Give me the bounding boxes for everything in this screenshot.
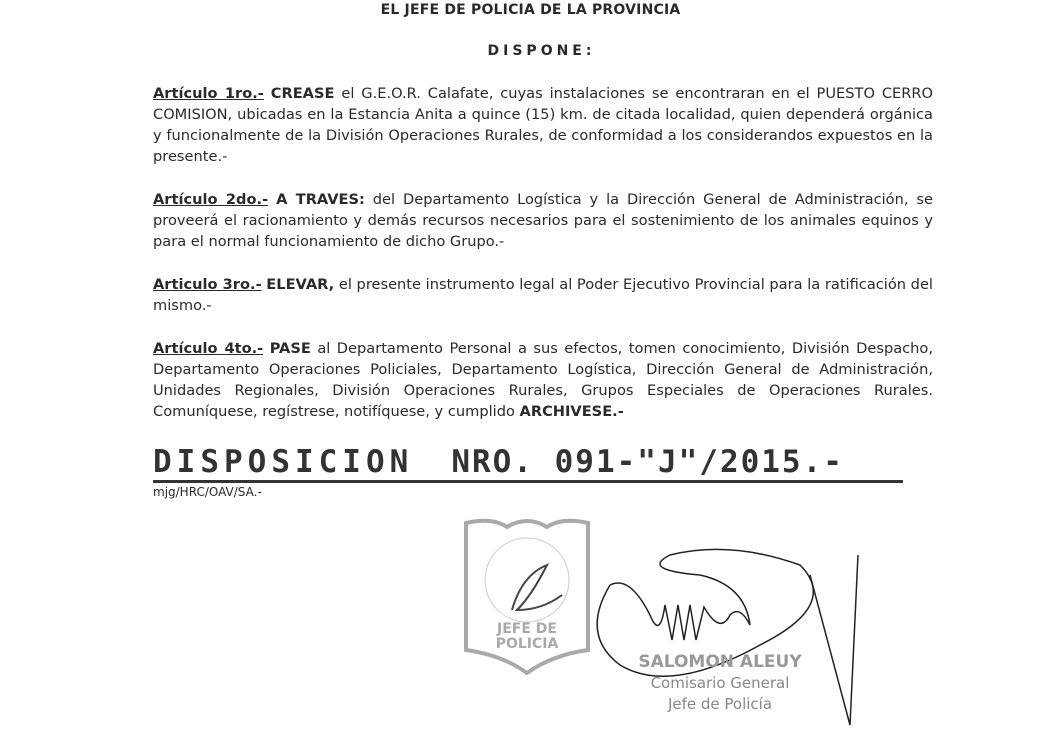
signer-block: [620, 652, 820, 715]
article-2: [153, 189, 933, 252]
article-label: Artículo 1ro.-: [153, 85, 264, 102]
article-text: al Departamento Personal a sus efectos, tomen conocimiento, División Despacho, Departamento Operaciones Policiales, Departamento Logística, Dirección General de Administración, Unidades Regionales, División Operaciones Rurales, Grupos Especiales de Operaciones Rurales. Comuníquese, regístrese, notifíquese, y cumplido: [153, 340, 933, 420]
article-keyword: A TRAVES:: [276, 191, 365, 208]
article-1: [153, 83, 933, 167]
svg-text:POLICIA: POLICIA: [495, 636, 559, 652]
disposition-nro: NRO. 091-"J"/2015.-: [451, 444, 844, 480]
reference-initials: mjg/HRC/OAV/SA.-: [153, 485, 262, 499]
article-label: Artículo 2do.-: [153, 191, 269, 208]
document-heading: EL JEFE DE POLICIA DE LA PROVINCIA: [380, 2, 681, 18]
article-label: Articulo 3ro.-: [153, 276, 262, 293]
article-keyword: CREASE: [270, 85, 335, 102]
signer-name: SALOMON ALEUY: [638, 652, 802, 672]
disposition-word: DISPOSICION: [153, 444, 414, 480]
disposition-number: [153, 444, 903, 483]
official-stamp: [462, 515, 592, 675]
signer-rank: Comisario General: [650, 674, 790, 692]
svg-text:JEFE DE: JEFE DE: [497, 621, 557, 637]
article-text: el presente instrumento legal al Poder Ejecutivo Provincial para la ratificación del mismo.-: [153, 276, 933, 314]
article-closing: ARCHIVESE.-: [519, 403, 624, 420]
article-3: [153, 274, 933, 316]
article-keyword: ELEVAR,: [266, 276, 335, 293]
article-text: el G.E.O.R. Calafate, cuyas instalaciones se encontraran en el PUESTO CERRO COMISION, ubicadas en la Estancia Anita a quince (15) km. de citada localidad, quien dependerá orgánica y funcionalmente de la División Operaciones Rurales, de conformidad a los considerandos expuestos en la presente.-: [153, 85, 933, 165]
article-4: [153, 338, 933, 422]
dispone-heading: DISPONE:: [487, 43, 596, 59]
article-keyword: PASE: [269, 340, 311, 357]
article-text: del Departamento Logística y la Dirección General de Administración, se proveerá el racionamiento y demás recursos necesarios para el sostenimiento de los animales equinos y para el normal funcionamiento de dicho Grupo.-: [153, 191, 934, 250]
article-label: Artículo 4to.-: [153, 340, 264, 357]
signer-position: Jefe de Policía: [667, 695, 773, 713]
